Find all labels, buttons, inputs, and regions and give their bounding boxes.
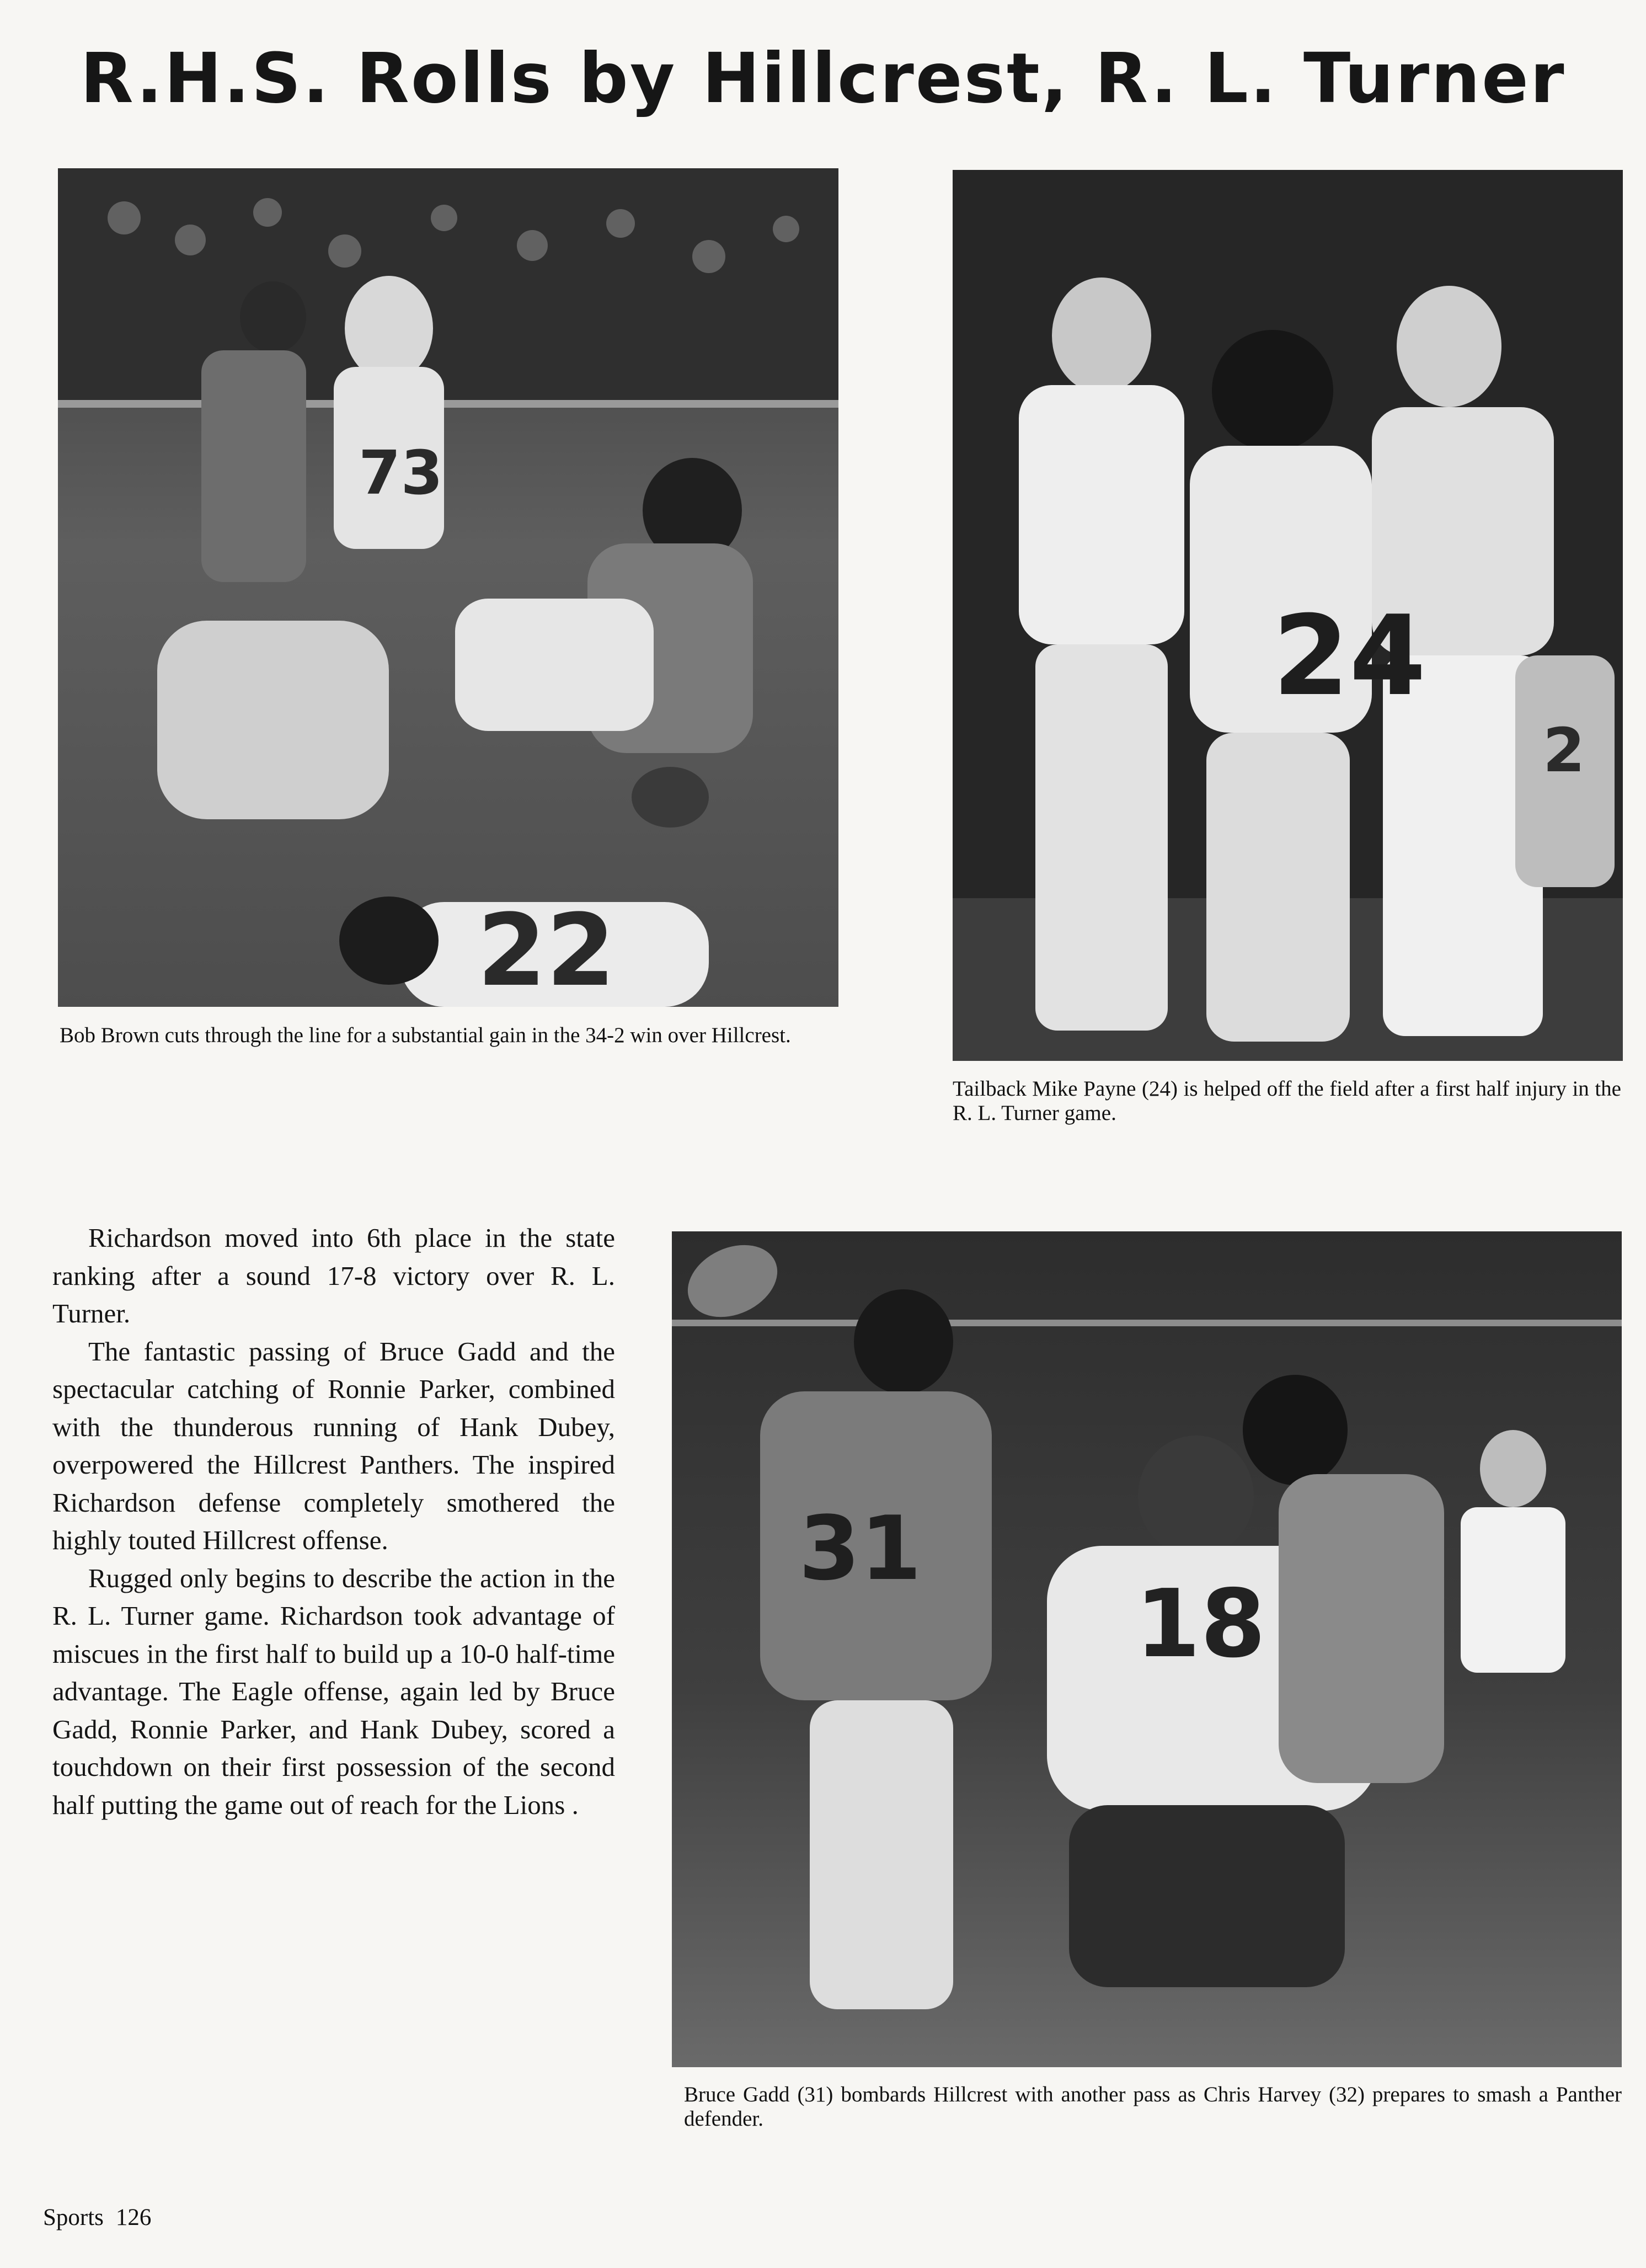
jersey-number-73: 73	[359, 437, 443, 508]
page-number: 126	[115, 2205, 152, 2230]
photo-bob-brown-run	[58, 168, 838, 1007]
jersey-number-31: 31	[799, 1497, 922, 1600]
caption-bottom-right: Bruce Gadd (31) bombards Hillcrest with another pass as Chris Harvey (32) prepares to smash a Panther defender.	[684, 2083, 1622, 2131]
caption-top-right: Tailback Mike Payne (24) is helped off the field after a first half injury in the R. L. Turner game.	[953, 1077, 1621, 1125]
jersey-number-22: 22	[477, 893, 616, 1007]
section-name: Sports	[43, 2205, 104, 2230]
football-sideline-image	[953, 170, 1623, 1061]
jersey-number-18: 18	[1135, 1570, 1266, 1679]
page-headline: R.H.S. Rolls by Hillcrest, R. L. Turner	[80, 39, 1566, 119]
football-action-image	[58, 168, 838, 1007]
article-paragraph: Richardson moved into 6th place in the state ranking after a sound 17-8 victory over R. L. Turner.	[52, 1223, 615, 1328]
jersey-number-24: 24	[1273, 592, 1426, 721]
photo-bruce-gadd-pass	[672, 1231, 1622, 2067]
caption-top-left: Bob Brown cuts through the line for a substantial gain in the 34-2 win over Hillcrest.	[60, 1023, 791, 1047]
article-paragraph: Rugged only begins to describe the action in the R. L. Turner game. Richardson took advantage of miscues in the first half to build up a 10-0 half-time advantage. The Eagle offense, again led by Bruce Gadd, Ronnie Parker, and Hank Dubey, scored a touchdown on their first possession of the second half putting the game out of reach for the Lions .	[52, 1562, 615, 1820]
article-body	[52, 1219, 615, 1824]
jersey-number-2: 2	[1543, 715, 1585, 786]
page-folio	[43, 2204, 163, 2231]
photo-mike-payne-injury	[953, 170, 1623, 1061]
article-paragraph: The fantastic passing of Bruce Gadd and the spectacular catching of Ronnie Parker, combined with the thunderous running of Hank Dubey, overpowered the Hillcrest Panthers. The inspired Richardson defense completely smothered the highly touted Hillcrest offense.	[52, 1336, 615, 1555]
football-pass-image	[672, 1231, 1622, 2067]
